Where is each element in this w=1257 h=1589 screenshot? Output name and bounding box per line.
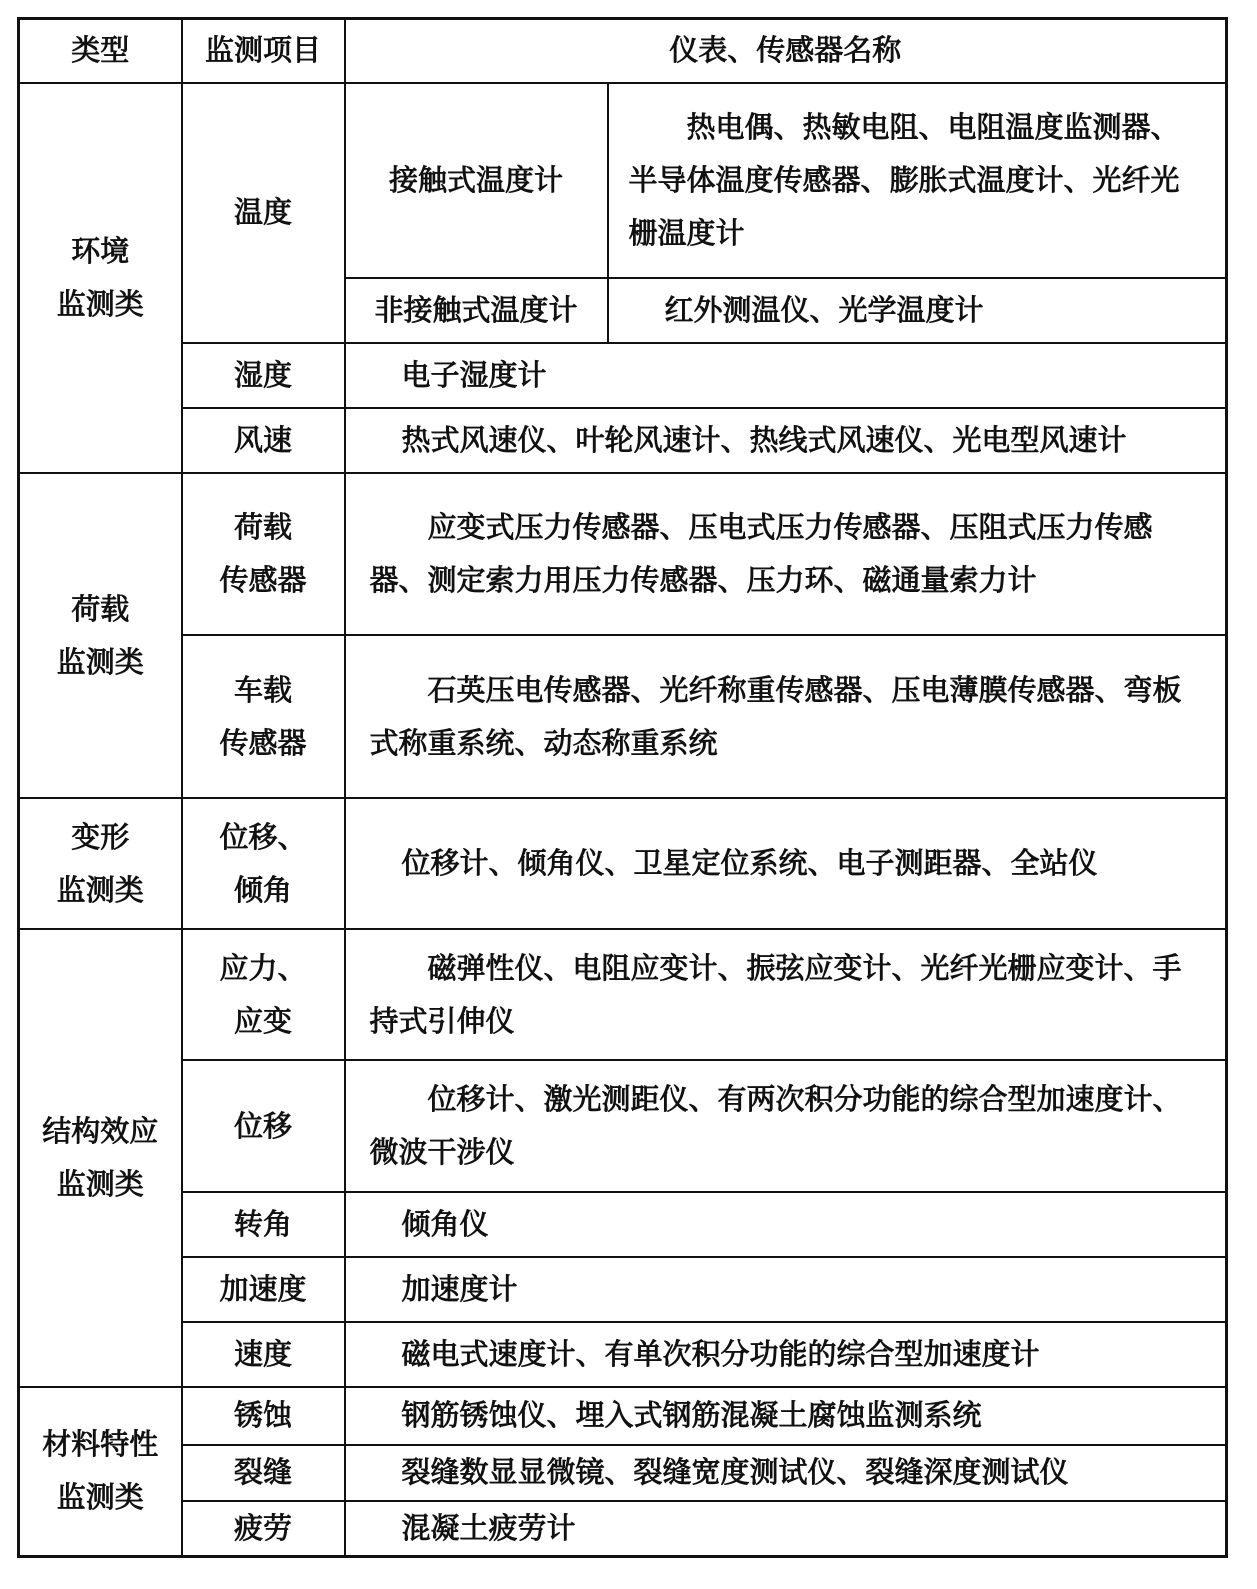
item-temperature: 温度 xyxy=(182,83,345,343)
item-load-sensor: 荷载 传感器 xyxy=(182,473,345,635)
item-vehicle-sensor: 车载 传感器 xyxy=(182,635,345,798)
value-displacement-tilt: 位移计、倾角仪、卫星定位系统、电子测距器、全站仪 xyxy=(345,798,1227,929)
category-deformation: 变形 监测类 xyxy=(19,798,182,929)
value-vehicle-sensor: 石英压电传感器、光纤称重传感器、压电薄膜传感器、弯板式称重系统、动态称重系统 xyxy=(345,635,1227,798)
item-displacement-tilt: 位移、 倾角 xyxy=(182,798,345,929)
item-crack: 裂缝 xyxy=(182,1445,345,1501)
table-row xyxy=(19,1322,1227,1387)
item-acceleration: 加速度 xyxy=(182,1257,345,1322)
value-velocity: 磁电式速度计、有单次积分功能的综合型加速度计 xyxy=(345,1322,1227,1387)
item-wind-speed: 风速 xyxy=(182,408,345,473)
value-rotation: 倾角仪 xyxy=(345,1192,1227,1257)
value-noncontact-thermometer: 红外测温仪、光学温度计 xyxy=(608,278,1227,343)
item-humidity: 湿度 xyxy=(182,343,345,408)
value-stress-strain: 磁弹性仪、电阻应变计、振弦应变计、光纤光栅应变计、手持式引伸仪 xyxy=(345,929,1227,1060)
table-row xyxy=(19,473,1227,635)
value-corrosion: 钢筋锈蚀仪、埋入式钢筋混凝土腐蚀监测系统 xyxy=(345,1387,1227,1445)
table-row xyxy=(19,1387,1227,1445)
category-load: 荷载 监测类 xyxy=(19,473,182,798)
table-row xyxy=(19,798,1227,929)
instrument-table xyxy=(17,17,1228,1558)
table-row xyxy=(19,1192,1227,1257)
value-acceleration: 加速度计 xyxy=(345,1257,1227,1322)
table-row xyxy=(19,408,1227,473)
item-noncontact-thermometer: 非接触式温度计 xyxy=(345,278,608,343)
item-contact-thermometer: 接触式温度计 xyxy=(345,83,608,278)
item-displacement: 位移 xyxy=(182,1060,345,1191)
value-humidity: 电子湿度计 xyxy=(345,343,1227,408)
item-fatigue: 疲劳 xyxy=(182,1501,345,1557)
value-wind-speed: 热式风速仪、叶轮风速计、热线式风速仪、光电型风速计 xyxy=(345,408,1227,473)
header-item: 监测项目 xyxy=(182,19,345,83)
category-environment: 环境 监测类 xyxy=(19,83,182,473)
value-displacement: 位移计、激光测距仪、有两次积分功能的综合型加速度计、微波干涉仪 xyxy=(345,1060,1227,1191)
item-velocity: 速度 xyxy=(182,1322,345,1387)
table-row xyxy=(19,83,1227,278)
table-row xyxy=(19,343,1227,408)
item-corrosion: 锈蚀 xyxy=(182,1387,345,1445)
value-fatigue: 混凝土疲劳计 xyxy=(345,1501,1227,1557)
table-row xyxy=(19,635,1227,798)
header-instrument: 仪表、传感器名称 xyxy=(345,19,1227,83)
category-material: 材料特性 监测类 xyxy=(19,1387,182,1557)
header-row xyxy=(19,19,1227,83)
table-row xyxy=(19,929,1227,1060)
table-row xyxy=(19,1257,1227,1322)
value-contact-thermometer: 热电偶、热敏电阻、电阻温度监测器、半导体温度传感器、膨胀式温度计、光纤光栅温度计 xyxy=(608,83,1227,278)
value-load-sensor: 应变式压力传感器、压电式压力传感器、压阻式压力传感器、测定索力用压力传感器、压力环、磁通量索力计 xyxy=(345,473,1227,635)
item-rotation: 转角 xyxy=(182,1192,345,1257)
category-structural: 结构效应 监测类 xyxy=(19,929,182,1386)
header-type: 类型 xyxy=(19,19,182,83)
table-row xyxy=(19,1445,1227,1501)
item-stress-strain: 应力、 应变 xyxy=(182,929,345,1060)
value-crack: 裂缝数显显微镜、裂缝宽度测试仪、裂缝深度测试仪 xyxy=(345,1445,1227,1501)
table-row xyxy=(19,1501,1227,1557)
table-row xyxy=(19,1060,1227,1191)
